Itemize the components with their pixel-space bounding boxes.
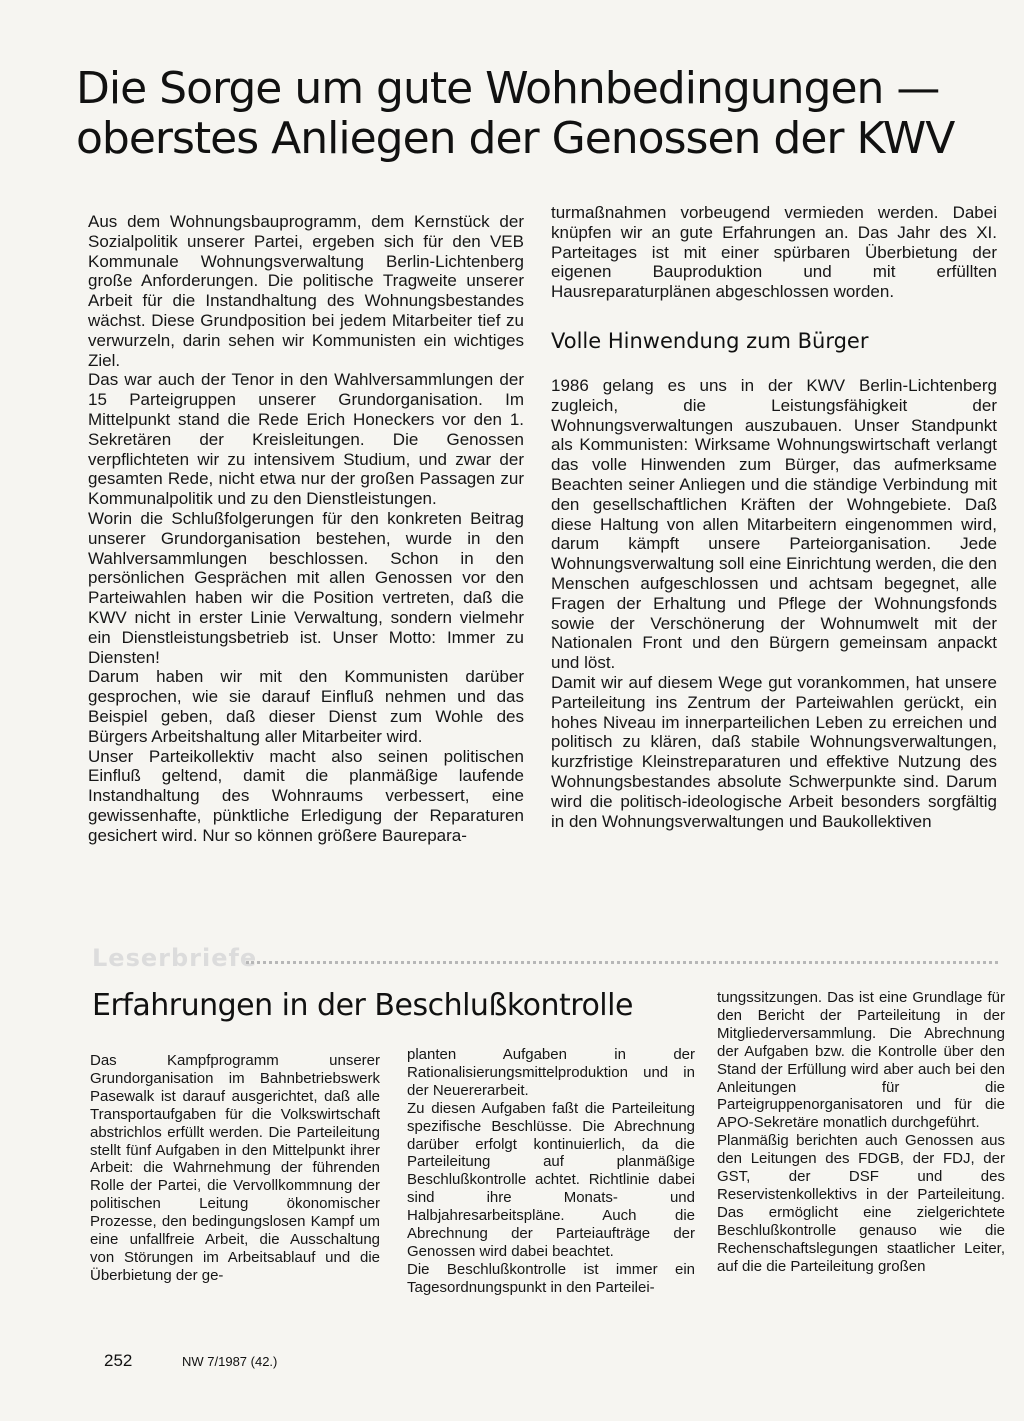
letters-column-3: [717, 989, 1005, 1329]
article-subheading: Volle Hinwendung zum Bürger: [551, 328, 869, 353]
article-headline: [76, 64, 956, 164]
rubric-divider: [246, 961, 998, 964]
article-paragraph: Worin die Schlußfolgerungen für den konkreten Beitrag unserer Grundorganisation bestehen, wurde in den Wahlversammlungen beschlossen. Schon in den persönlichen Gesprächen mit allen Genossen vor den Parteiwahlen haben wir die Position vertreten, daß die KWV nicht in erster Linie Verwaltung, sondern vielmehr ein Dienstleistungsbetrieb ist. Unser Motto: Immer zu Diensten!: [88, 508, 524, 667]
letters-column-2: [407, 1046, 695, 1336]
letters-paragraph: planten Aufgaben in der Rationalisierungsmittelproduktion und in der Neuererarbeit.: [407, 1046, 695, 1099]
letters-paragraph: tungssitzungen. Das ist eine Grundlage für den Bericht der Parteileitung in der Mitgliederversammlung. Die Abrechnung der Aufgaben bzw. die Kontrolle über den Stand der Erfüllung wird aber auch bei den Anleitungen für die Parteigruppenorganisatoren und für die APO-Sekretäre monatlich durchgeführt.: [717, 989, 1005, 1132]
article-paragraph: 1986 gelang es uns in der KWV Berlin-Lichtenberg zugleich, die Leistungsfähigkeit der Wohnungsverwaltungen auszubauen. Unser Standpunkt als Kommunisten: Wirksame Wohnungswirtschaft verlangt das volle Hinwenden zum Bürger, das aufmerksame Beachten seiner Anliegen und die ständige Verbindung mit den gesellschaftlichen Kräften der Wohngebiete. Daß diese Haltung von allen Mitarbeitern eingenommen wird, darum kämpft unsere Parteiorganisation. Jede Wohnungsverwaltung soll eine Einrichtung werden, die den Menschen aufgeschlossen und achtsam begegnet, alle Fragen der Erhaltung und Pflege der Wohnungsfonds sowie der Verschönerung der Wohnumwelt mit der Nationalen Front und den Bürgern gemeinsam anpackt und löst.: [551, 375, 997, 673]
article-column-1: [88, 212, 524, 932]
article-paragraph: Unser Parteikollektiv macht also seinen politischen Einfluß geltend, damit die planmäßige laufende Instandhaltung des Wohnraums verbessert, eine gewissenhafte, pünktliche Erledigung der Reparaturen gesichert wird. Nur so können größere Baurepara-: [88, 746, 524, 845]
article-paragraph: turmaßnahmen vorbeugend vermieden werden. Dabei knüpfen wir an gute Erfahrungen an. Das Jahr des XI. Parteitages ist mit einer spürbaren Überbietung der eigenen Bauproduktion und mit erfüllten Hausreparaturplänen abgeschlossen worden.: [551, 203, 997, 302]
headline-line-2: oberstes Anliegen der Genossen der KWV: [76, 113, 955, 164]
letters-paragraph: Zu diesen Aufgaben faßt die Parteileitung spezifische Beschlüsse. Die Abrechnung darüber erfolgt kontinuierlich, da die Parteileitung auf planmäßige Beschlußkontrolle achtet. Richtlinie dabei sind ihre Monats- und Halbjahresarbeitspläne. Auch die Abrechnung der Parteiaufträge der Genossen wird dabei beachtet.: [407, 1099, 695, 1260]
page-number: 252: [104, 1351, 133, 1370]
letters-paragraph: Die Beschlußkontrolle ist immer ein Tagesordnungspunkt in den Parteilei-: [407, 1260, 695, 1296]
article-column-2: [551, 203, 997, 909]
letters-column-1: [90, 1052, 380, 1342]
issue-reference: NW 7/1987 (42.): [182, 1354, 278, 1369]
section-rubric: Leserbriefe: [92, 944, 258, 972]
article-paragraph: Das war auch der Tenor in den Wahlversammlungen der 15 Parteigruppen unserer Grundorganisation. Im Mittelpunkt stand die Rede Erich Honeckers vor den 1. Sekretären der Kreisleitungen. Die Genossen verpflichteten wir zu intensivem Studium, und zwar der gesamten Rede, nicht etwa nur der großen Passagen zur Kommunalpolitik und zu den Dienstleistungen.: [88, 370, 524, 509]
letters-paragraph: Planmäßig berichten auch Genossen aus den Leitungen des FDGB, der FDJ, der GST, der DSF und des Reservistenkollektivs in der Parteileitung. Das ermöglicht eine zielgerichtete Beschlußkontrolle genauso wie die Rechenschaftslegungen staatlicher Leiter, auf die die Parteileitung großen: [717, 1132, 1005, 1275]
letters-paragraph: Das Kampfprogramm unserer Grundorganisation im Bahnbetriebswerk Pasewalk ist darauf ausgerichtet, daß alle Transportaufgaben für die Volkswirtschaft abstrichlos erfüllt werden. Die Parteileitung stellt fünf Aufgaben in den Mittelpunkt ihrer Arbeit: die Wahrnehmung der führenden Rolle der Partei, die Vervollkommnung der politischen Leitung ökonomischer Prozesse, den bedingungslosen Kampf um eine unfallfreie Arbeit, die Ausschaltung von Störungen im Arbeitsablauf und die Überbietung der ge-: [90, 1052, 380, 1284]
article-paragraph: Aus dem Wohnungsbauprogramm, dem Kernstück der Sozialpolitik unserer Partei, ergeben sich für den VEB Kommunale Wohnungsverwaltung Berlin-Lichtenberg große Anforderungen. Die politische Tragweite unserer Arbeit für die Instandhaltung des Wohnungsbestandes wächst. Diese Grundposition bei jedem Mitarbeiter tief zu verwurzeln, darin sehen wir Kommunisten ein wichtiges Ziel.: [88, 212, 524, 370]
article-paragraph: Damit wir auf diesem Wege gut vorankommen, hat unsere Parteileitung ins Zentrum der Parteiwahlen gerückt, ein hohes Niveau im innerparteilichen Leben zu erreichen und politisch zu klären, daß stabile Wohnungsverwaltungen, kurzfristige Kleinstreparaturen und effektive Nutzung des Wohnungsbestandes absolute Schwerpunkte sind. Darum wird die politisch-ideologische Arbeit besonders sorgfältig in den Wohnungsverwaltungen und Baukollektiven: [551, 672, 997, 831]
headline-line-1: Die Sorge um gute Wohnbedingungen —: [76, 63, 940, 114]
article-paragraph: Darum haben wir mit den Kommunisten darüber gesprochen, wie sie darauf Einfluß nehmen und das Beispiel geben, daß dieser Dienst zum Wohle des Bürgers Arbeitshaltung aller Mitarbeiter wird.: [88, 667, 524, 746]
letters-headline: Erfahrungen in der Beschlußkontrolle: [92, 988, 633, 1023]
